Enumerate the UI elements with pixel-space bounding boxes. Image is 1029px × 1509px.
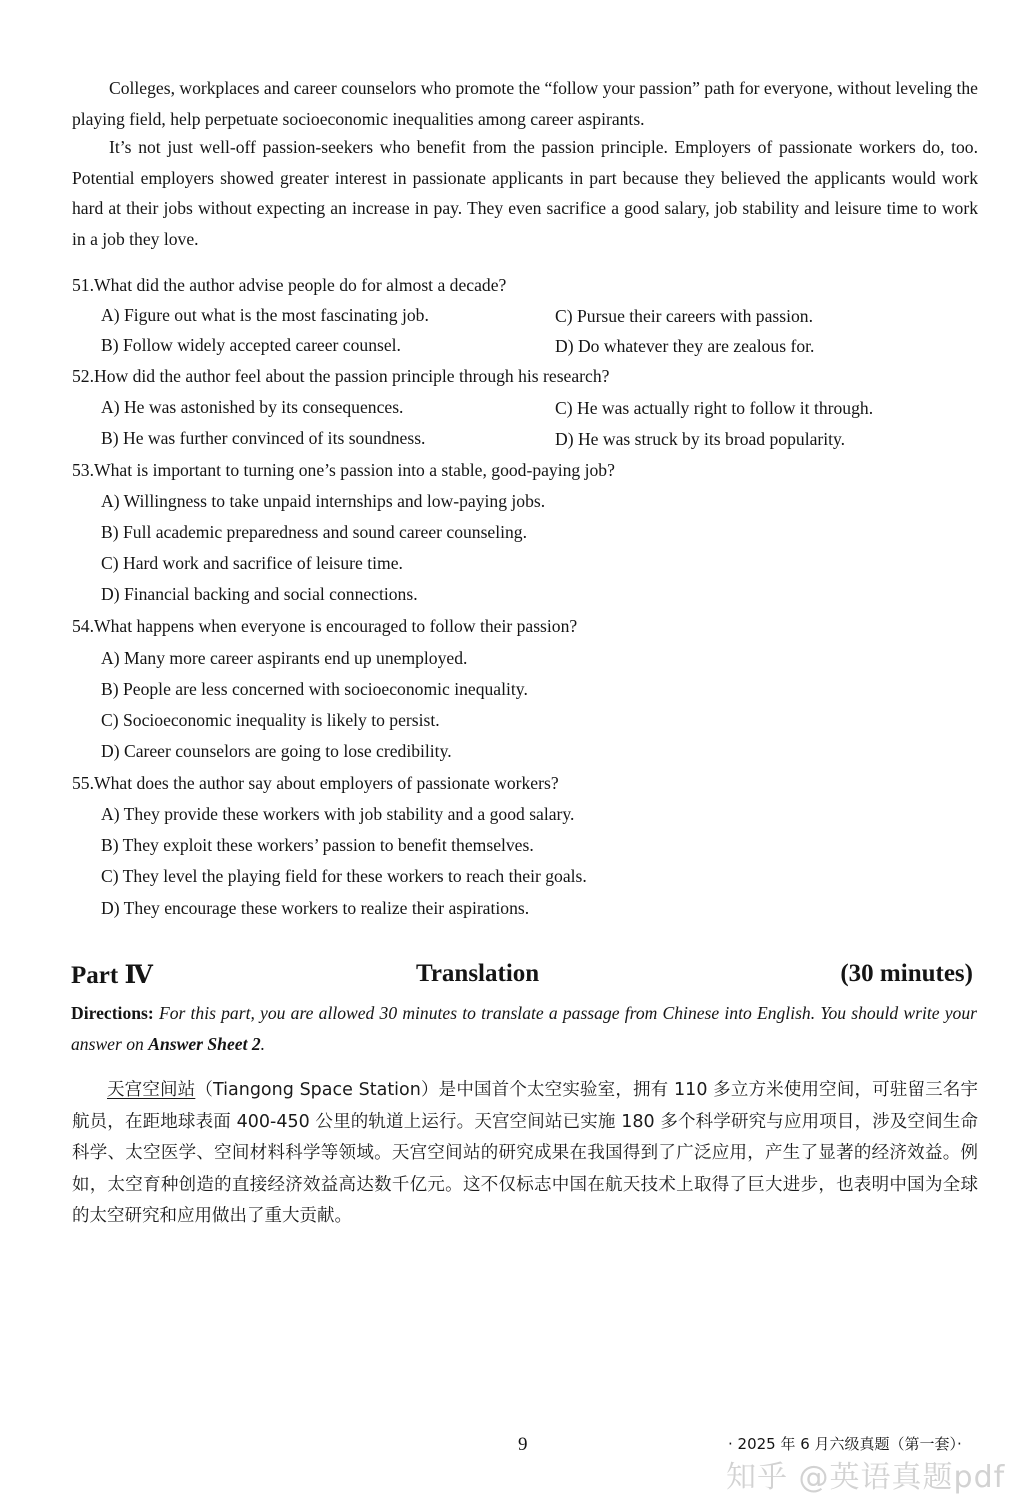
question-52: 52.How did the author feel about the passion principle through his research? xyxy=(72,366,610,386)
option-51-a: A) Figure out what is the most fascinating job. xyxy=(101,305,429,325)
option-55-d: D) They encourage these workers to realize their aspirations. xyxy=(101,898,530,918)
option-52-c: C) He was actually right to follow it through. xyxy=(555,398,874,418)
option-55-a: A) They provide these workers with job stability and a good salary. xyxy=(101,804,575,824)
directions: Directions: For this part, you are allowed 30 minutes to translate a passage from Chinese into English. You should write your answer on Answer Sheet 2. xyxy=(71,1003,977,1054)
option-51-b: B) Follow widely accepted career counsel. xyxy=(101,335,401,355)
option-52-d: D) He was struck by its broad popularity. xyxy=(555,429,846,449)
option-52-a: A) He was astonished by its consequences. xyxy=(101,397,404,417)
question-54: 54.What happens when everyone is encouraged to follow their passion? xyxy=(72,616,578,636)
question-55: 55.What does the author say about employers of passionate workers? xyxy=(72,773,559,793)
directions-body: For this part, you are allowed 30 minutes to translate a passage from Chinese into English. You should write your answer on xyxy=(71,1003,977,1054)
part-title: Translation xyxy=(416,960,540,987)
option-55-b: B) They exploit these workers’ passion to benefit themselves. xyxy=(101,835,534,855)
option-53-b: B) Full academic preparedness and sound career counseling. xyxy=(101,522,528,542)
option-53-c: C) Hard work and sacrifice of leisure time. xyxy=(101,553,403,573)
option-53-a: A) Willingness to take unpaid internships and low-paying jobs. xyxy=(101,491,546,511)
option-53-d: D) Financial backing and social connections. xyxy=(101,584,418,604)
option-52-b: B) He was further convinced of its soundness. xyxy=(101,428,426,448)
part-time: (30 minutes) xyxy=(840,960,973,987)
watermark: 知乎 @英语真题pdf xyxy=(726,1460,1006,1495)
passage-paragraph: Colleges, workplaces and career counselors who promote the “follow your passion” path for everyone, without leveling the playing field, help perpetuate socioeconomic inequalities among career aspirants. xyxy=(72,78,978,129)
part-label: Part Ⅳ xyxy=(71,962,153,989)
directions-label: Directions: xyxy=(71,1003,154,1023)
question-51: 51.What did the author advise people do for almost a decade? xyxy=(72,275,507,295)
part-heading xyxy=(71,960,973,994)
option-51-d: D) Do whatever they are zealous for. xyxy=(555,336,815,356)
question-53: 53.What is important to turning one’s passion into a stable, good-paying job? xyxy=(72,460,615,480)
option-51-c: C) Pursue their careers with passion. xyxy=(555,306,813,326)
translation-text: （Tiangong Space Station）是中国首个太空实验室，拥有 110 多立方米使用空间，可驻留三名宇航员，在距地球表面 400-450 公里的轨道上运行。天宫空间站已实施 180 多个科学研究与应用项目，涉及空间生命科学、太空医学、空间材料科学等领域。天宫空间站的研究成果在我国得到了广泛应用，产生了显著的经济效益。例如，太空育种创造的直接经济效益高达数千亿元。这不仅标志中国在航天技术上取得了巨大进步，也表明中国为全球的太空研究和应用做出了重大贡献。 xyxy=(72,1080,978,1226)
passage-paragraph: It’s not just well-off passion-seekers who benefit from the passion principle. Employers of passionate workers do, too. Potential employers showed greater interest in passionate applicants in part because they believed the applicants would work hard at their jobs without expecting an increase in pay. They even sacrifice a good salary, job stability and leisure time to work in a job they love. xyxy=(72,137,978,249)
option-54-d: D) Career counselors are going to lose credibility. xyxy=(101,741,452,761)
option-55-c: C) They level the playing field for these workers to reach their goals. xyxy=(101,866,587,886)
translation-passage xyxy=(72,1075,978,1233)
answer-sheet-ref: Answer Sheet 2 xyxy=(148,1034,261,1054)
translation-term: 天宫空间站 xyxy=(107,1080,196,1100)
option-54-c: C) Socioeconomic inequality is likely to persist. xyxy=(101,710,440,730)
option-54-a: A) Many more career aspirants end up unemployed. xyxy=(101,648,468,668)
footer-title: · 2025 年 6 月六级真题（第一套）· xyxy=(728,1435,962,1453)
option-54-b: B) People are less concerned with socioeconomic inequality. xyxy=(101,679,528,699)
page-number: 9 xyxy=(518,1434,528,1455)
